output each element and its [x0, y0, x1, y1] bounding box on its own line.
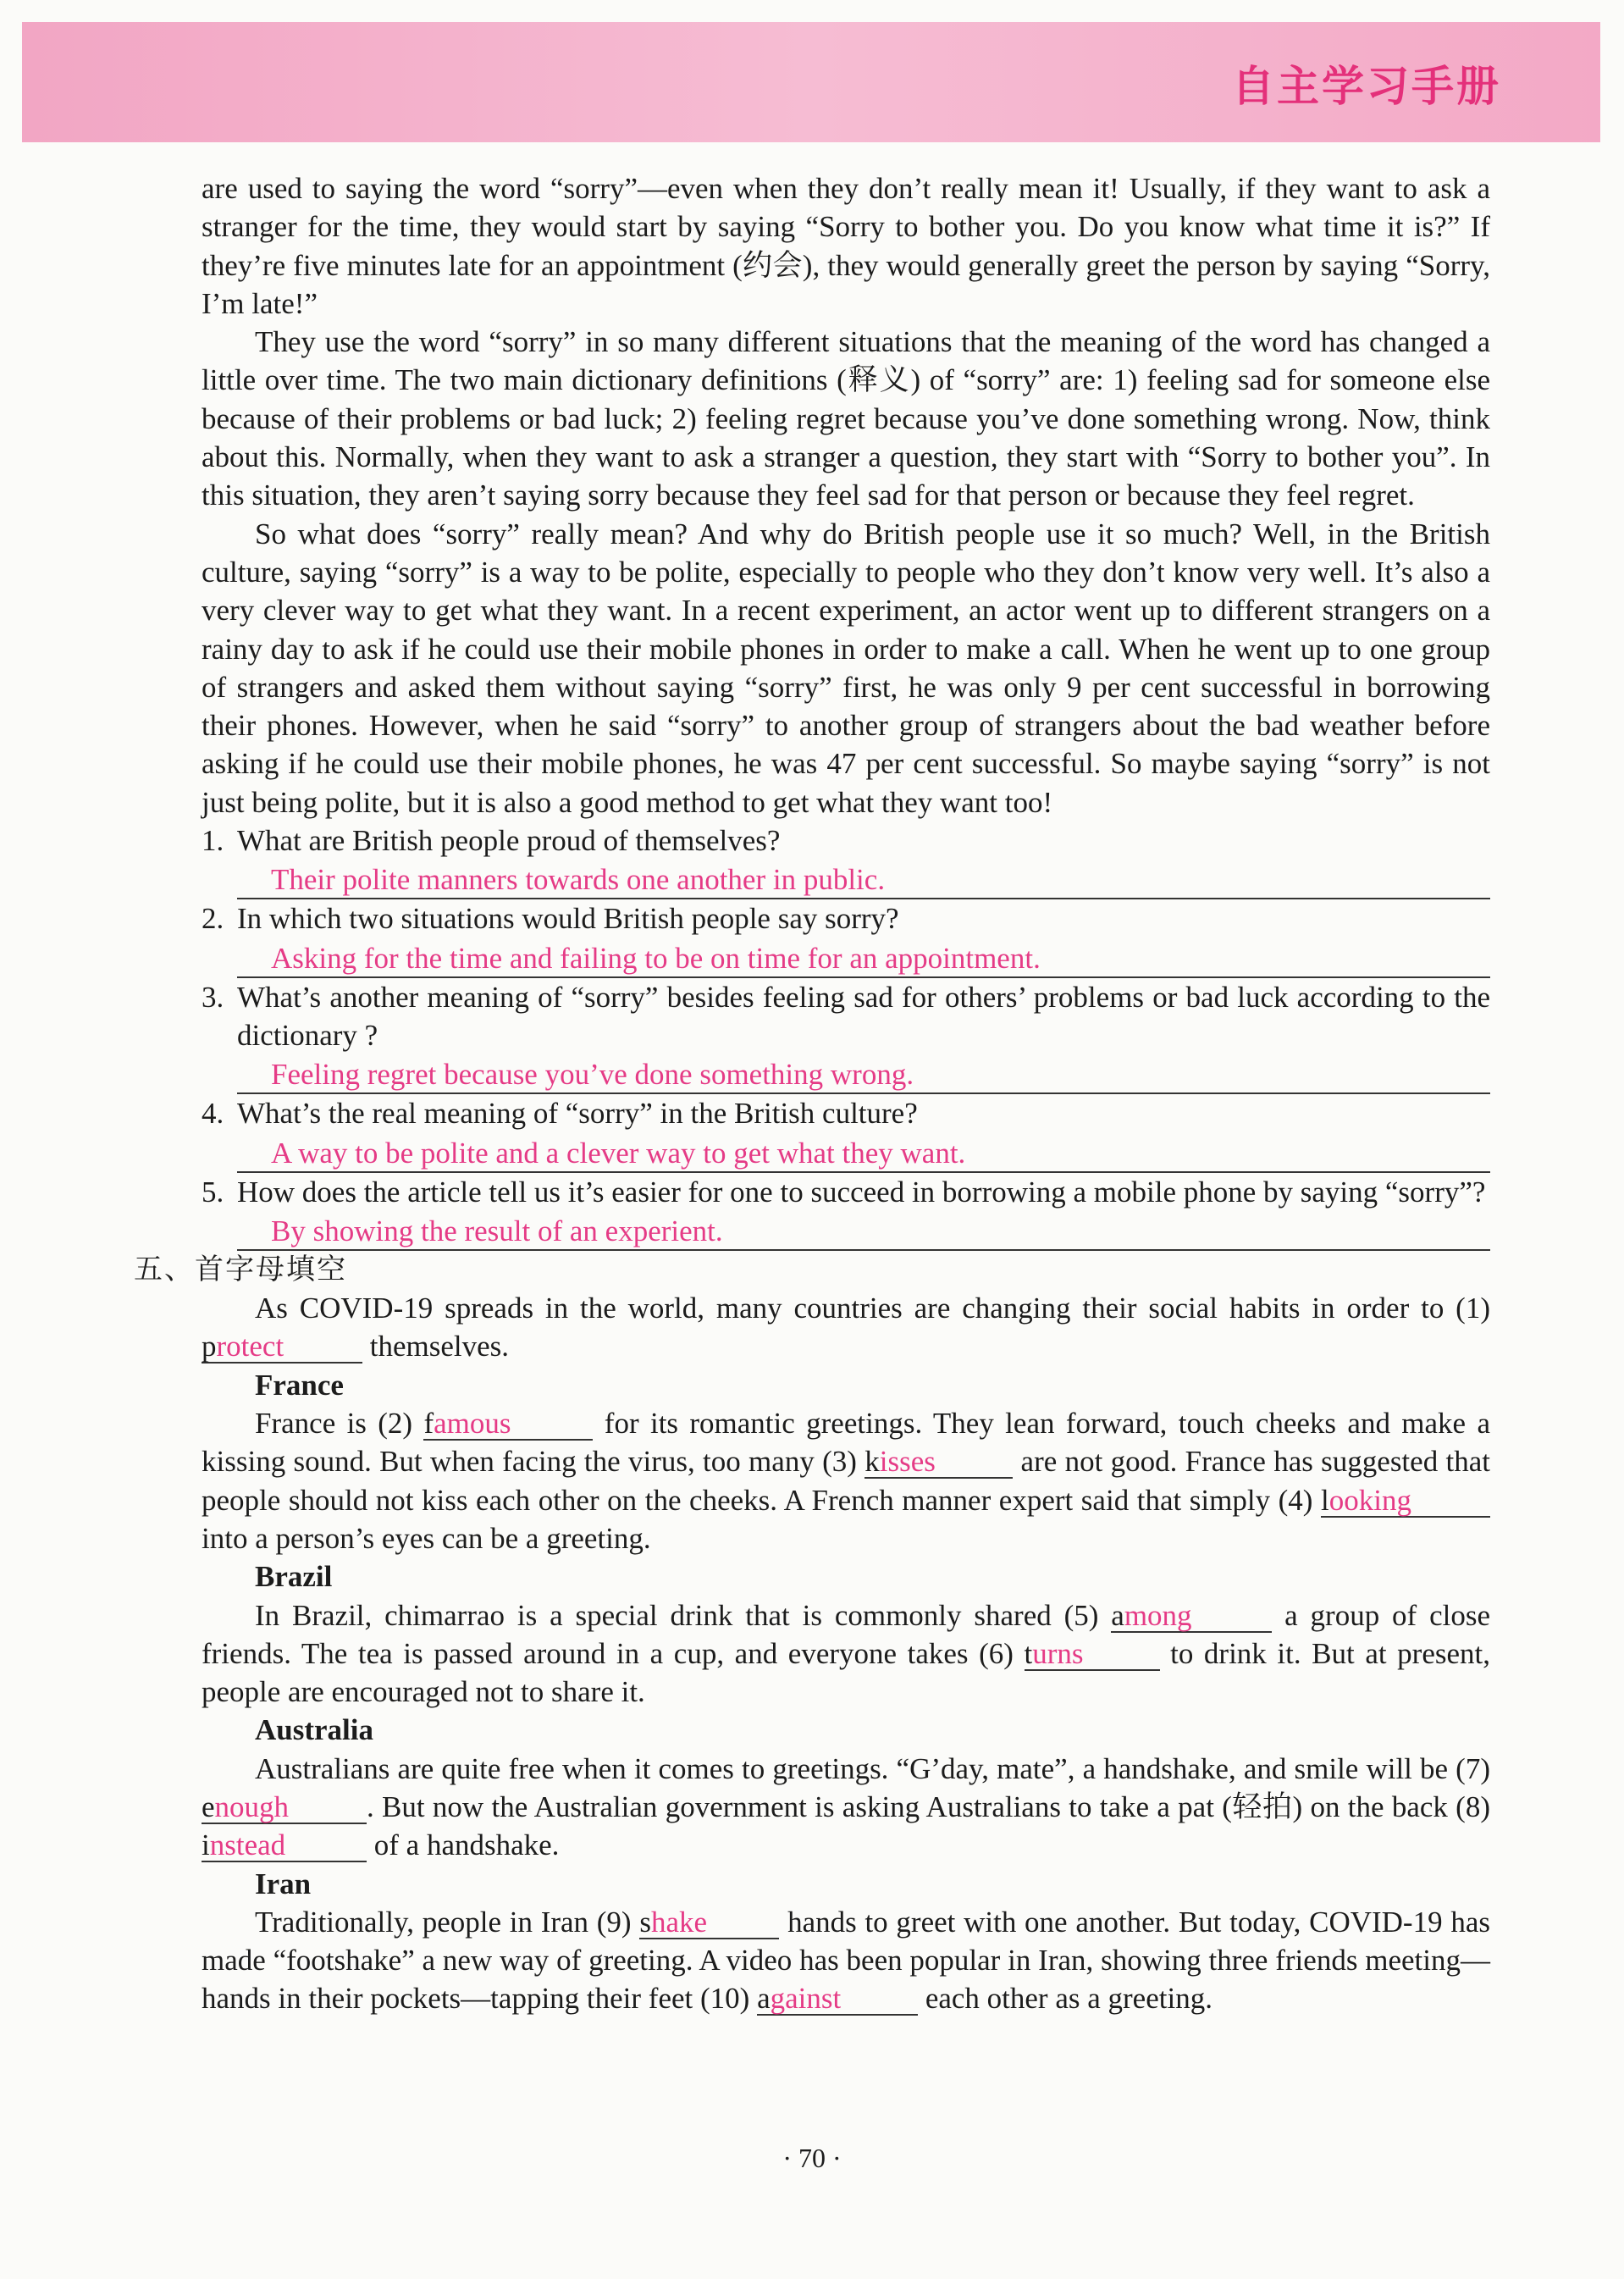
question-text: What are British people proud of themselves? — [237, 824, 781, 858]
question-text: What’s the real meaning of “sorry” in the British culture? — [237, 1097, 918, 1131]
question — [202, 821, 1490, 860]
blank-7: enough — [202, 1792, 367, 1824]
question-number: 2. — [202, 902, 224, 936]
cloze-iran: Traditionally, people in Iran (9) shake hands to greet with one another. But today, COVID-19 has made “footshake” a new way of greeting. A video has been popular in Iran, showing three friends meeting—hands in their pockets—tapping their feet (10) against each other as a greeting. — [202, 1905, 1490, 2016]
subheading-australia: Australia — [255, 1713, 373, 1747]
page-number: · 70 · — [782, 2143, 842, 2173]
section-title: 五、首字母填空 — [134, 1252, 347, 1286]
answer-line: Feeling regret because you’ve done something wrong. — [237, 1054, 1490, 1094]
question-number: 4. — [202, 1097, 224, 1131]
blank-5: among — [1111, 1601, 1272, 1633]
answer-line: Asking for the time and failing to be on time for an appointment. — [237, 938, 1490, 978]
question-number: 3. — [202, 980, 224, 1014]
subheading-brazil: Brazil — [255, 1560, 333, 1594]
cloze-france: France is (2) famous for its romantic greetings. They lean forward, touch cheeks and make a kissing sound. But when facing the virus, too many (3) kisses are not good. France has suggested that people should not kiss each other on the cheeks. A French manner expert said that simply (4) looking into a person’s eyes can be a greeting. — [202, 1407, 1490, 1555]
cloze-brazil: In Brazil, chimarrao is a special drink that is commonly shared (5) among a group of close friends. The tea is passed around in a cup, and everyone takes (6) turns to drink it. But at present, people are encouraged not to share it. — [202, 1598, 1490, 1709]
answer-line: Their polite manners towards one another in public. — [237, 860, 1490, 899]
blank-3: kisses — [864, 1447, 1013, 1479]
question — [202, 978, 1490, 1055]
cloze-intro: As COVID-19 spreads in the world, many countries are changing their social habits in order to (1) protect themselves. — [202, 1292, 1490, 1364]
blank-2: famous — [423, 1408, 593, 1441]
blank-8: instead — [202, 1830, 367, 1862]
question-list — [202, 821, 1490, 1251]
page-content — [134, 169, 1490, 2018]
question-text: What’s another meaning of “sorry” besides feeling sad for others’ problems or bad luck according to the dictionary ? — [237, 980, 1490, 1052]
passage-paragraph: They use the word “sorry” in so many different situations that the meaning of the word has changed a little over time. The two main dictionary definitions (释义) of “sorry” are: 1) feeling sad for someone else because of their problems or bad luck; 2) feeling regret because you’ve done something wrong. Now, think about this. Normally, when they want to ask a stranger a question, they start with “Sorry to bother you”. In this situation, they aren’t saying sorry because they feel sad for that person or because they feel regret. — [202, 325, 1490, 512]
question — [202, 1173, 1490, 1211]
passage-paragraph: are used to saying the word “sorry”—even when they don’t really mean it! Usually, if they want to ask a stranger for the time, they would start by saying “Sorry to bother you. Do you know what time it is?” If they’re five minutes late for an appointment (约会), they would generally greet the person by saying “Sorry, I’m late!” — [202, 172, 1490, 320]
question — [202, 1094, 1490, 1132]
question-number: 5. — [202, 1175, 224, 1209]
cloze-australia: Australians are quite free when it comes to greetings. “G’day, mate”, a handshake, and smile will be (7) enough . But now the Australian government is asking Australians to take a pat (轻拍) on the back (8) instead of a handshake. — [202, 1751, 1490, 1862]
passage-paragraph: So what does “sorry” really mean? And why do British people use it so much? Well, in the British culture, saying “sorry” is a way to be polite, especially to people who they don’t know very well. It’s also a very clever way to get what they want. In a recent experiment, an actor went up to different strangers on a rainy day to ask if he could use their mobile phones in order to make a call. When he went up to one group of strangers and asked them without saying “sorry” first, he was only 9 per cent successful in borrowing their phones. However, when he said “sorry” to another group of strangers about the bad weather before asking if he could use their mobile phones, he was 47 per cent successful. So maybe saying “sorry” is not just being polite, but it is also a good method to get what they want too! — [202, 517, 1490, 819]
question-text: How does the article tell us it’s easier for one to succeed in borrowing a mobile phone by saying “sorry”? — [237, 1175, 1486, 1209]
blank-10: against — [757, 1983, 918, 2016]
answer-line: A way to be polite and a clever way to get what they want. — [237, 1133, 1490, 1173]
blank-6: turns — [1025, 1639, 1160, 1671]
answer-line: By showing the result of an experient. — [237, 1211, 1490, 1251]
subheading-france: France — [255, 1368, 344, 1402]
header-title: 自主学习手册 — [1232, 62, 1501, 111]
blank-1: protect — [202, 1331, 362, 1364]
blank-4: looking — [1321, 1485, 1490, 1518]
question-number: 1. — [202, 824, 224, 858]
subheading-iran: Iran — [255, 1867, 312, 1900]
question-text: In which two situations would British people say sorry? — [237, 902, 899, 936]
question — [202, 899, 1490, 938]
blank-9: shake — [639, 1907, 779, 1939]
